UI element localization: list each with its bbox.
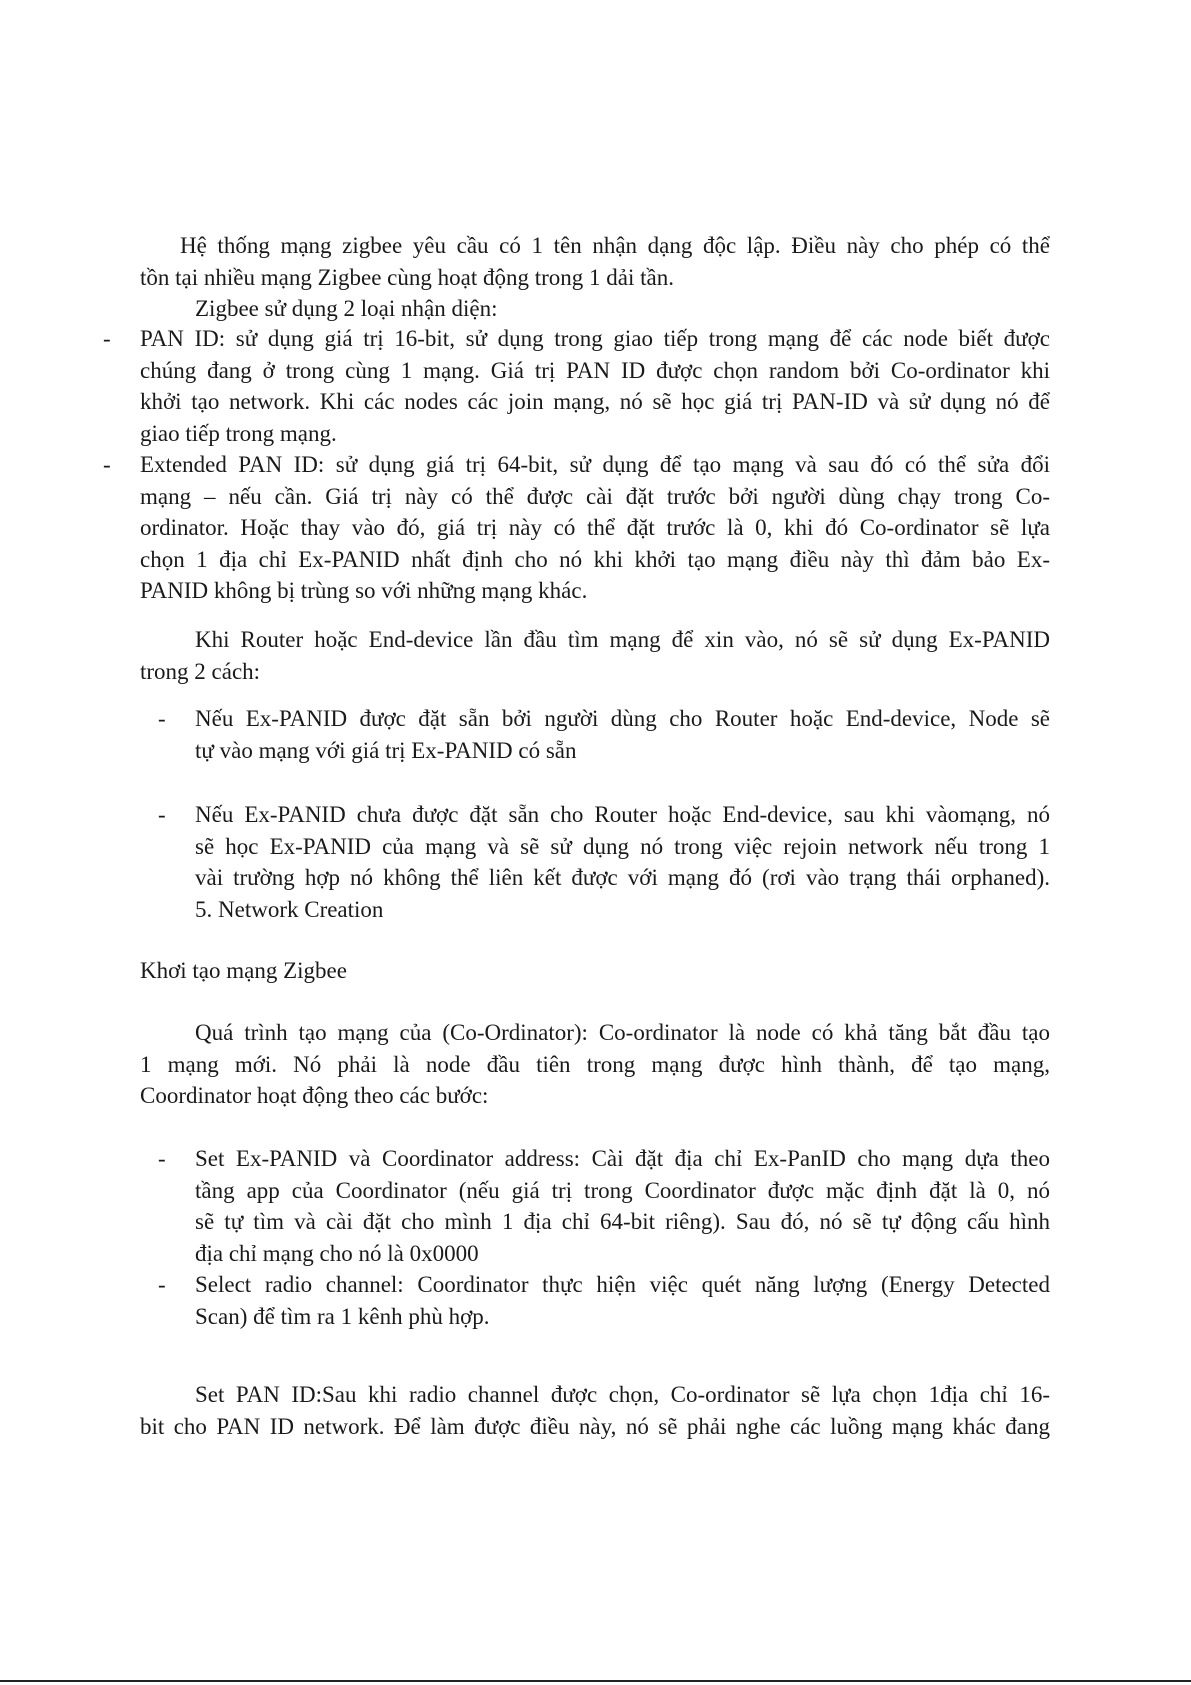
text-line: Zigbee sử dụng 2 loại nhận diện: bbox=[195, 296, 498, 321]
text-line: chọn 1 địa chỉ Ex-PANID nhất định cho nó khi khởi tạo mạng điều này thì đảm bảo Ex- bbox=[140, 546, 1050, 572]
section-heading: 5. Network Creation bbox=[195, 896, 384, 922]
bullet-set-expanid bbox=[195, 1143, 1050, 1269]
text-line: sẽ học Ex-PANID của mạng và sẽ sử dụng nó trong việc rejoin network nếu trong 1 bbox=[195, 833, 1050, 859]
text-line: trong 2 cách: bbox=[140, 658, 261, 684]
text-line: PAN ID: sử dụng giá trị 16-bit, sử dụng trong giao tiếp trong mạng để các node biết được bbox=[140, 326, 1050, 351]
text-line: 1 mạng mới. Nó phải là node đầu tiên trong mạng được hình thành, để tạo mạng, bbox=[140, 1051, 1050, 1077]
text-line: vài trường hợp nó không thể liên kết được với mạng đó (rơi vào trạng thái orphaned). bbox=[195, 865, 1050, 890]
text-line: Khi Router hoặc End-device lần đầu tìm mạng để xin vào, nó sẽ sử dụng Ex-PANID bbox=[195, 627, 1050, 652]
text-line: PANID không bị trùng so với những mạng khác. bbox=[140, 578, 588, 603]
text-line: khởi tạo network. Khi các nodes các join mạng, nó sẽ học giá trị PAN-ID và sử dụng nó để bbox=[140, 389, 1050, 414]
text-line: Hệ thống mạng zigbee yêu cầu có 1 tên nhận dạng độc lập. Điều này cho phép có thể bbox=[180, 233, 1050, 258]
page-bottom-rule bbox=[0, 1680, 1191, 1682]
bullet-dash: - bbox=[158, 1146, 166, 1171]
text-line: Nếu Ex-PANID được đặt sẵn bởi người dùng cho Router hoặc End-device, Node sẽ bbox=[195, 706, 1050, 731]
bullet-dash: - bbox=[103, 452, 111, 477]
text-line: Set Ex-PANID và Coordinator address: Cài đặt địa chỉ Ex-PanID cho mạng dựa theo bbox=[195, 1146, 1050, 1171]
bullet-dash: - bbox=[103, 326, 111, 351]
text-line: tầng app của Coordinator (nếu giá trị trong Coordinator được mặc định đặt là 0, nó bbox=[195, 1177, 1050, 1203]
text-line: Khơi tạo mạng Zigbee bbox=[140, 958, 347, 983]
intro-paragraph bbox=[140, 230, 1050, 293]
text-line: tồn tại nhiều mạng Zigbee cùng hoạt động trong 1 dải tần. bbox=[140, 264, 674, 290]
router-join-paragraph bbox=[140, 624, 1050, 687]
text-line: tự vào mạng với giá trị Ex-PANID có sẵn bbox=[195, 737, 577, 763]
coordinator-paragraph bbox=[140, 1017, 1050, 1112]
bullet-expanid-not-preset bbox=[195, 799, 1050, 925]
bullet-select-channel bbox=[195, 1269, 1050, 1332]
set-pan-id-paragraph bbox=[140, 1379, 1050, 1442]
text-line: giao tiếp trong mạng. bbox=[140, 420, 337, 446]
text-line: Scan) để tìm ra 1 kênh phù hợp. bbox=[195, 1303, 490, 1329]
bullet-extended-pan-id bbox=[140, 449, 1050, 607]
text-line: ordinator. Hoặc thay vào đó, giá trị này có thể đặt trước là 0, khi đó Co-ordinator sẽ lựa bbox=[140, 515, 1050, 540]
text-line: địa chỉ mạng cho nó là 0x0000 bbox=[195, 1240, 479, 1266]
text-line: Nếu Ex-PANID chưa được đặt sẵn cho Router hoặc End-device, sau khi vàomạng, nó bbox=[195, 802, 1050, 827]
text-line: sẽ tự tìm và cài đặt cho mình 1 địa chỉ 64-bit riêng). Sau đó, nó sẽ tự động cấu hình bbox=[195, 1209, 1050, 1234]
bullet-dash: - bbox=[158, 1272, 166, 1297]
text-line: Coordinator hoạt động theo các bước: bbox=[140, 1083, 489, 1108]
text-line: bit cho PAN ID network. Để làm được điều này, nó sẽ phải nghe các luồng mạng khác đang bbox=[140, 1413, 1050, 1439]
text-line: mạng – nếu cần. Giá trị này có thể được cài đặt trước bởi người dùng chạy trong Co- bbox=[140, 483, 1050, 509]
text-line: Select radio channel: Coordinator thực hiện việc quét năng lượng (Energy Detected bbox=[195, 1272, 1050, 1297]
bullet-dash: - bbox=[158, 706, 166, 731]
text-line: Quá trình tạo mạng của (Co-Ordinator): Co-ordinator là node có khả tăng bắt đầu tạo bbox=[195, 1020, 1050, 1045]
subheading bbox=[140, 955, 1050, 987]
bullet-dash: - bbox=[158, 802, 166, 827]
identifier-intro bbox=[140, 293, 1050, 325]
text-line: Extended PAN ID: sử dụng giá trị 64-bit, sử dụng để tạo mạng và sau đó có thể sửa đổi bbox=[140, 452, 1050, 477]
text-line: Set PAN ID:Sau khi radio channel được chọn, Co-ordinator sẽ lựa chọn 1địa chỉ 16- bbox=[195, 1382, 1050, 1407]
bullet-expanid-preset bbox=[195, 703, 1050, 766]
text-line: chúng đang ở trong cùng 1 mạng. Giá trị PAN ID được chọn random bởi Co-ordinator khi bbox=[140, 357, 1050, 383]
bullet-pan-id bbox=[140, 323, 1050, 449]
